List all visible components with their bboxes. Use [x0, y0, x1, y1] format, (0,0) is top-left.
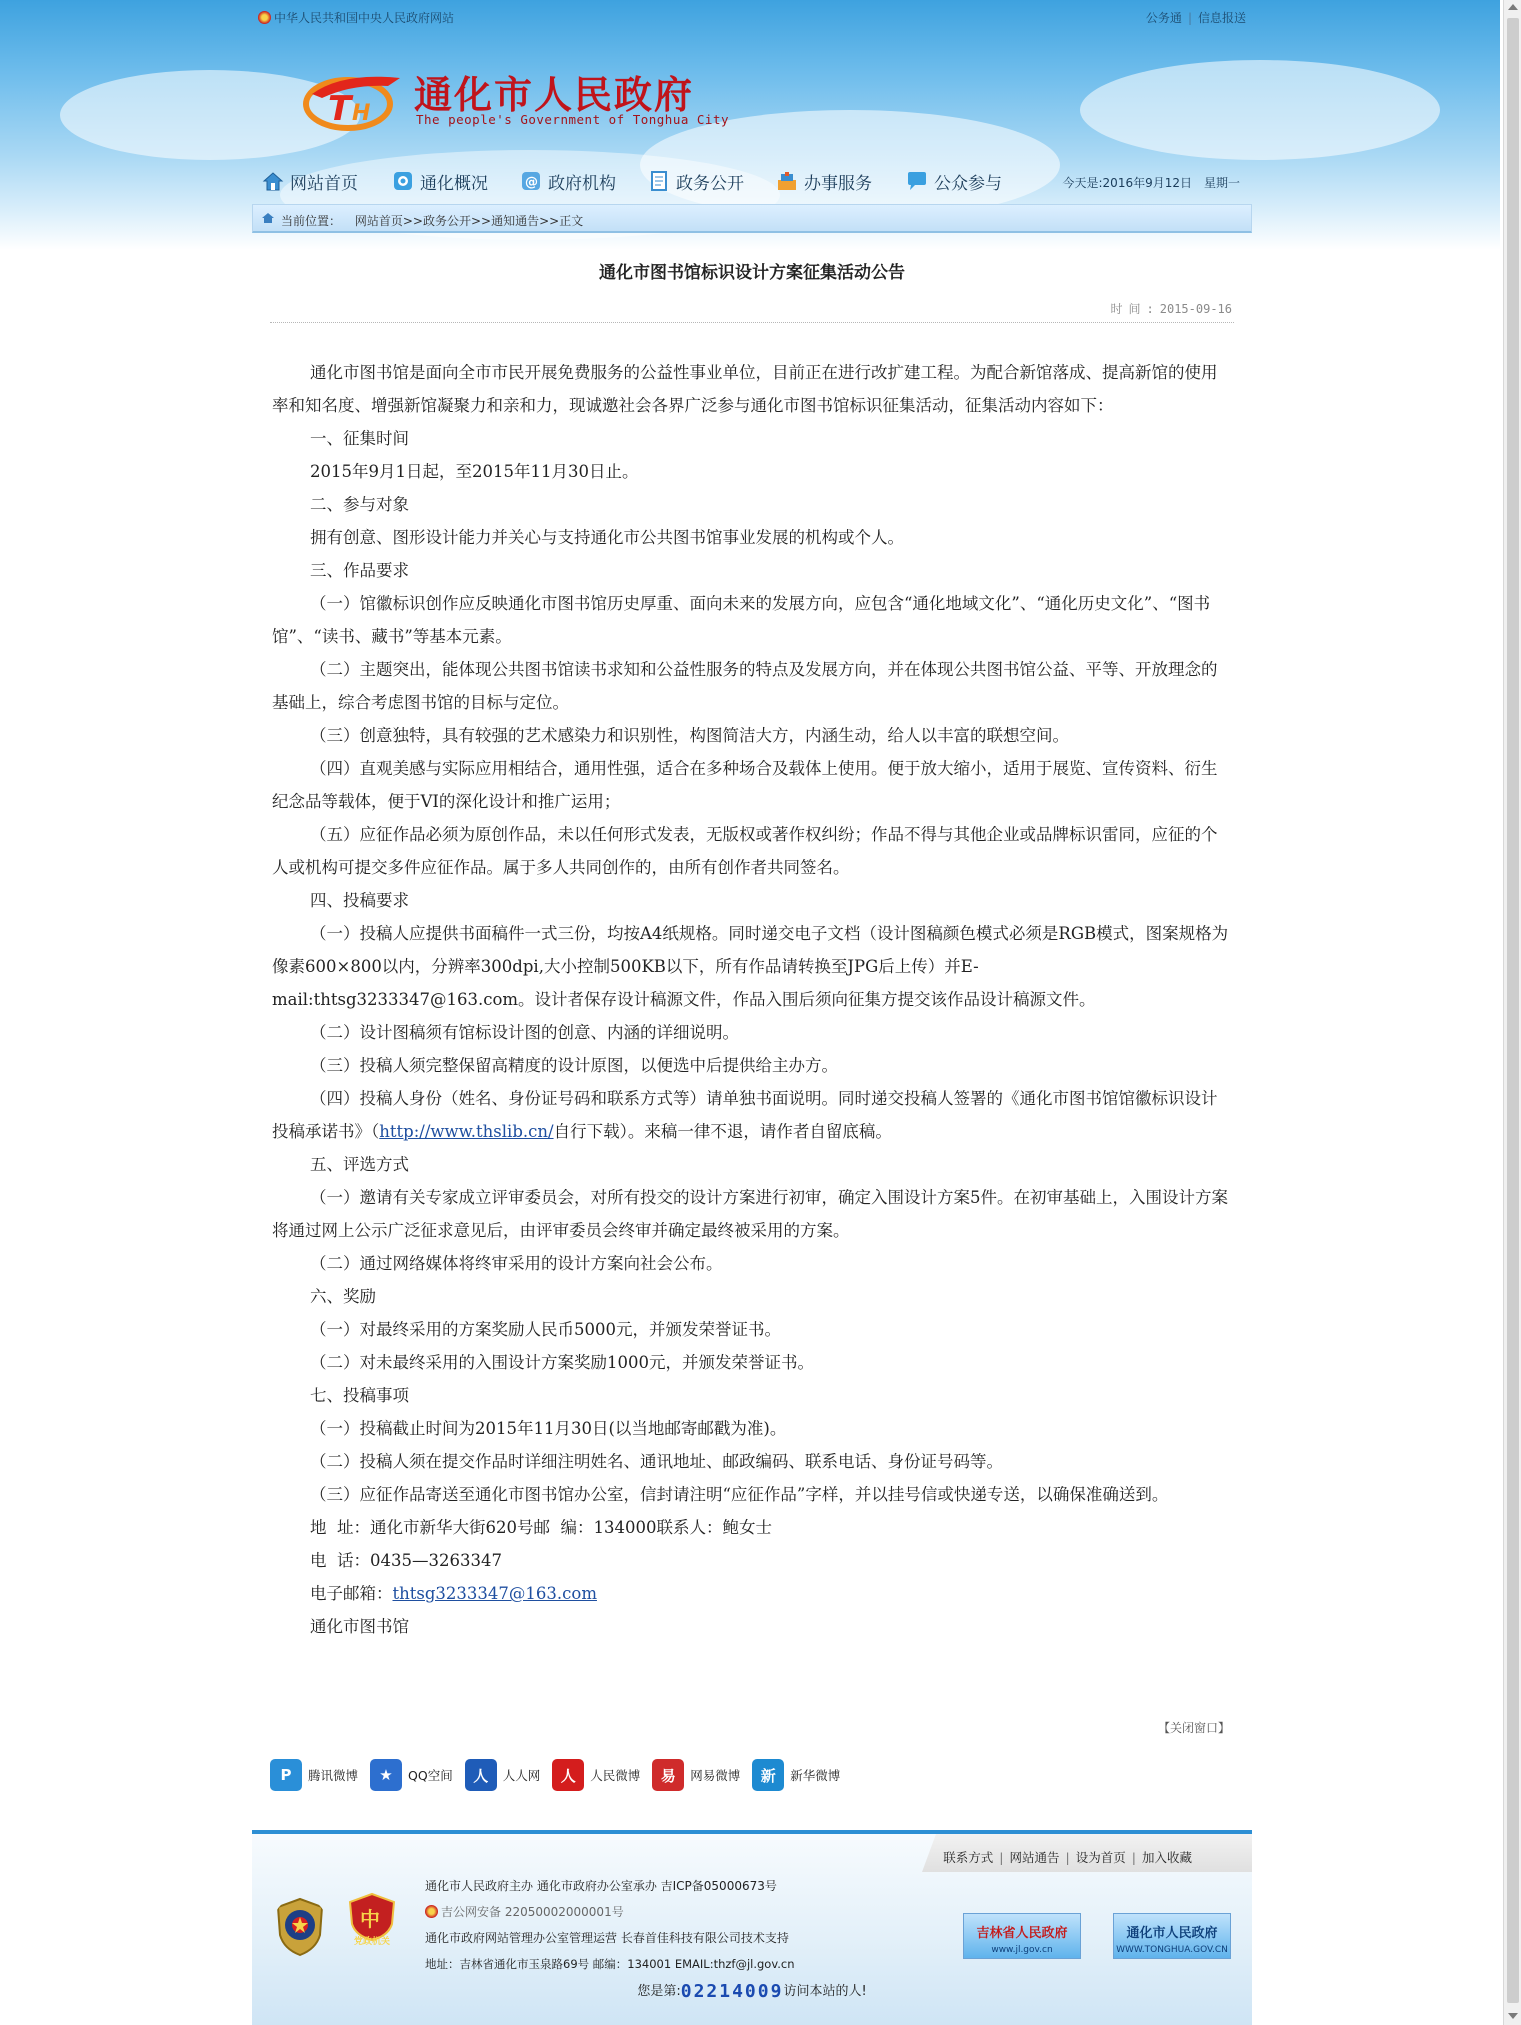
- qzone-icon: ★: [370, 1759, 402, 1791]
- scroll-up-icon[interactable]: [1508, 4, 1518, 10]
- contact-phone: 电 话：0435—3263347: [310, 1551, 502, 1570]
- party-gov-badge[interactable]: [346, 1892, 398, 1952]
- share-people-weibo[interactable]: 人 人民微博: [552, 1759, 640, 1791]
- th-logo-icon: [302, 64, 412, 134]
- title-divider: [270, 322, 1234, 323]
- jilin-gov-banner[interactable]: 吉林省人民政府 www.jl.gov.cn: [963, 1913, 1081, 1959]
- signature: 通化市图书馆: [310, 1617, 409, 1636]
- paragraph: （二）对未最终采用的入围设计方案奖励1000元，并颁发荣誉证书。: [310, 1353, 814, 1372]
- paragraph: （一）投稿人应提供书面稿件一式三份，均按A4纸规格。同时递交电子文档（设计图稿颜色模式必须是RGB模式，图案规格为像素600×800以内，分辨率300dpi,大小控制500KB以下，所有作品请转换至JPG后上传）并E-mail:thtsg3233347@163.com。设计者保存设计稿源文件，作品入围后须向征集方提交该作品设计稿源文件。: [272, 924, 1229, 1009]
- article-meta: [252, 300, 1232, 317]
- nav-item-org[interactable]: @ 政府机构: [520, 168, 616, 194]
- paragraph: （四）直观美感与实际应用相结合，通用性强，适合在多种场合及载体上使用。便于放大缩小，适用于展览、宣传资料、衍生纪念品等载体，便于VI的深化设计和推广运用；: [272, 759, 1218, 811]
- speech-bubble-icon: [906, 170, 928, 192]
- paragraph: （四）投稿人身份（姓名、身份证号码和联系方式等）请单独书面说明。同时递交投稿人签署的《通化市图书馆馆徽标识设计投稿承诺书》（http://www.thslib.cn/自行下载）。来稿一律不退，请作者自留底稿。: [272, 1089, 1218, 1141]
- paragraph: （五）应征作品必须为原创作品，未以任何形式发表，无版权或著作权纠纷；作品不得与其他企业或品牌标识雷同，应征的个人或机构可提交多件应征作品。属于多人共同创作的，由所有创作者共同签名。: [272, 825, 1218, 877]
- nav-item-home[interactable]: 网站首页: [262, 168, 358, 194]
- public-affairs-link[interactable]: 公务通: [1145, 11, 1182, 25]
- share-tencent-weibo[interactable]: P 腾讯微博: [270, 1759, 358, 1791]
- email-link[interactable]: thtsg3233347@163.com: [392, 1584, 597, 1603]
- footer-link-favorite[interactable]: 加入收藏: [1141, 1850, 1192, 1865]
- footer-link-contact[interactable]: 联系方式: [943, 1850, 994, 1865]
- scroll-down-icon[interactable]: [1508, 2013, 1518, 2019]
- paragraph: （一）馆徽标识创作应反映通化市图书馆历史厚重、面向未来的发展方向，应包含“通化地域文化”、“通化历史文化”、“图书馆”、“读书、藏书”等基本元素。: [272, 594, 1211, 646]
- breadcrumb-prefix: 当前位置：: [281, 214, 342, 228]
- breadcrumb-notices[interactable]: 通知通告: [491, 214, 540, 228]
- section-heading: 四、投稿要求: [310, 891, 409, 910]
- site-subtitle: The people's Government of Tonghua City: [416, 112, 729, 127]
- home-icon: [262, 170, 284, 192]
- time-label: 时间:: [1110, 302, 1160, 316]
- overview-icon: [392, 170, 414, 192]
- main-nav: [252, 162, 1252, 196]
- people-weibo-icon: 人: [552, 1759, 584, 1791]
- paragraph: （一）对最终采用的方案奖励人民币5000元，并颁发荣誉证书。: [310, 1320, 781, 1339]
- visit-count: 02214009: [680, 1981, 784, 2002]
- tencent-weibo-icon: P: [270, 1759, 302, 1791]
- svg-text:@: @: [525, 175, 538, 190]
- section-heading: 二、参与对象: [310, 495, 409, 514]
- security-badge-icon: [425, 1905, 438, 1918]
- paragraph: （三）投稿人须完整保留高精度的设计原图，以便选中后提供给主办方。: [310, 1056, 838, 1075]
- share-netease-weibo[interactable]: 易 网易微博: [652, 1759, 740, 1791]
- paragraph: （二）通过网络媒体将终审采用的设计方案向社会公布。: [310, 1254, 723, 1273]
- section-heading: 三、作品要求: [310, 561, 409, 580]
- gov-link[interactable]: 中华人民共和国中央人民政府网站: [258, 9, 454, 26]
- svg-text:H: H: [352, 101, 371, 126]
- breadcrumb-affairs[interactable]: 政务公开: [422, 214, 471, 228]
- visit-counter: 您是第:02214009访问本站的人!: [637, 1981, 867, 2002]
- share-renren[interactable]: 人 人人网: [465, 1759, 541, 1791]
- current-date: 今天是:2016年9月12日 星期一: [1062, 176, 1240, 190]
- national-emblem-icon: [258, 11, 271, 24]
- netease-weibo-icon: 易: [652, 1759, 684, 1791]
- share-bar: [270, 1757, 852, 1793]
- contact-email: 电子邮箱：thtsg3233347@163.com: [310, 1584, 597, 1603]
- section-heading: 六、奖励: [310, 1287, 376, 1306]
- paragraph: （三）创意独特，具有较强的艺术感染力和识别性，构图简洁大方，内涵生动，给人以丰富的联想空间。: [310, 726, 1069, 745]
- top-bar: 中华人民共和国中央人民政府网站 公务通 | 信息报送: [252, 0, 1252, 34]
- breadcrumb-current: 正文: [559, 214, 584, 228]
- footer-address: 地址：吉林省通化市玉泉路69号 邮编：134001 EMAIL:thzf@jl.gov.cn: [425, 1957, 795, 1971]
- section-heading: 一、征集时间: [310, 429, 409, 448]
- info-report-link[interactable]: 信息报送: [1197, 11, 1246, 25]
- nav-item-participation[interactable]: 公众参与: [906, 168, 1002, 194]
- share-qzone[interactable]: ★ QQ空间: [370, 1759, 453, 1791]
- footer-link-homepage[interactable]: 设为首页: [1075, 1850, 1126, 1865]
- download-link[interactable]: http://www.thslib.cn/: [379, 1122, 554, 1141]
- nav-item-affairs[interactable]: 政务公开: [648, 168, 744, 194]
- paragraph: （一）投稿截止时间为2015年11月30日(以当地邮寄邮戳为准)。: [310, 1419, 787, 1438]
- share-xinhua-weibo[interactable]: 新 新华微博: [752, 1759, 840, 1791]
- affairs-icon: [648, 170, 670, 192]
- renren-icon: 人: [465, 1759, 497, 1791]
- org-icon: [520, 170, 542, 192]
- service-icon: [776, 170, 798, 192]
- nav-item-service[interactable]: 办事服务: [776, 168, 872, 194]
- article-title: 通化市图书馆标识设计方案征集活动公告: [599, 263, 905, 283]
- breadcrumb-home-icon: [262, 213, 274, 223]
- site-logo[interactable]: [302, 58, 762, 138]
- vertical-scrollbar[interactable]: [1503, 0, 1521, 2025]
- section-heading: 七、投稿事项: [310, 1386, 409, 1405]
- paragraph: 2015年9月1日起，至2015年11月30日止。: [310, 462, 639, 481]
- footer-sponsor: 通化市人民政府主办 通化市政府办公室承办 吉ICP备05000673号: [425, 1879, 777, 1893]
- site-title: 通化市人民政府: [414, 73, 695, 117]
- paragraph: （三）应征作品寄送至通化市图书馆办公室，信封请注明“应征作品”字样，并以挂号信或快递专送，以确保准确送到。: [310, 1485, 1169, 1504]
- paragraph: （二）投稿人须在提交作品时详细注明姓名、通讯地址、邮政编码、联系电话、身份证号码等。: [310, 1452, 1003, 1471]
- scroll-thumb[interactable]: [1507, 18, 1519, 2003]
- paragraph: 拥有创意、图形设计能力并关心与支持通化市公共图书馆事业发展的机构或个人。: [310, 528, 904, 547]
- svg-text:中: 中: [360, 1907, 380, 1931]
- breadcrumb-home[interactable]: 网站首页: [354, 214, 403, 228]
- tonghua-gov-banner[interactable]: 通化市人民政府 WWW.TONGHUA.GOV.CN: [1113, 1913, 1231, 1959]
- paragraph: 通化市图书馆是面向全市市民开展免费服务的公益性事业单位，目前正在进行改扩建工程。为配合新馆落成、提高新馆的使用率和知名度、增强新馆凝聚力和亲和力，现诚邀社会各界广泛参与通化市图书馆标识征集活动，征集活动内容如下：: [272, 363, 1218, 415]
- contact-address: 地 址：通化市新华大街620号邮 编：134000联系人：鲍女士: [310, 1518, 772, 1537]
- breadcrumb: 当前位置： 网站首页>>政务公开>>通知通告>>正文: [252, 204, 1252, 233]
- xinhua-weibo-icon: 新: [752, 1759, 784, 1791]
- footer-links: 联系方式 | 网站通告 | 设为首页 | 加入收藏: [943, 1850, 1192, 1865]
- paragraph: （二）设计图稿须有馆标设计图的创意、内涵的详细说明。: [310, 1023, 739, 1042]
- article-body: [272, 356, 1232, 1643]
- footer-security: 吉公网安备 22050002000001号: [425, 1899, 795, 1925]
- footer-link-notice[interactable]: 网站通告: [1009, 1850, 1060, 1865]
- paragraph: （一）邀请有关专家成立评审委员会，对所有投交的设计方案进行初审，确定入围设计方案5件。在初审基础上，入围设计方案将通过网上公示广泛征求意见后，由评审委员会终审并确定最终被采用的方案。: [272, 1188, 1228, 1240]
- police-emblem-icon: [272, 1897, 328, 1957]
- paragraph: （二）主题突出，能体现公共图书馆读书求知和公益性服务的特点及发展方向，并在体现公共图书馆公益、平等、开放理念的基础上，综合考虑图书馆的目标与定位。: [272, 660, 1218, 712]
- section-heading: 五、评选方式: [310, 1155, 409, 1174]
- close-window-button[interactable]: 【关闭窗口】: [1157, 1721, 1230, 1735]
- nav-item-overview[interactable]: 通化概况: [392, 168, 488, 194]
- publish-date: 2015-09-16: [1159, 302, 1232, 316]
- svg-text:T: T: [328, 89, 352, 129]
- party-gov-badge-label: 党政机关: [353, 1937, 390, 1947]
- footer-operator: 通化市政府网站管理办公室管理运营 长春首佳科技有限公司技术支持: [425, 1931, 789, 1945]
- footer-info: [425, 1873, 795, 1977]
